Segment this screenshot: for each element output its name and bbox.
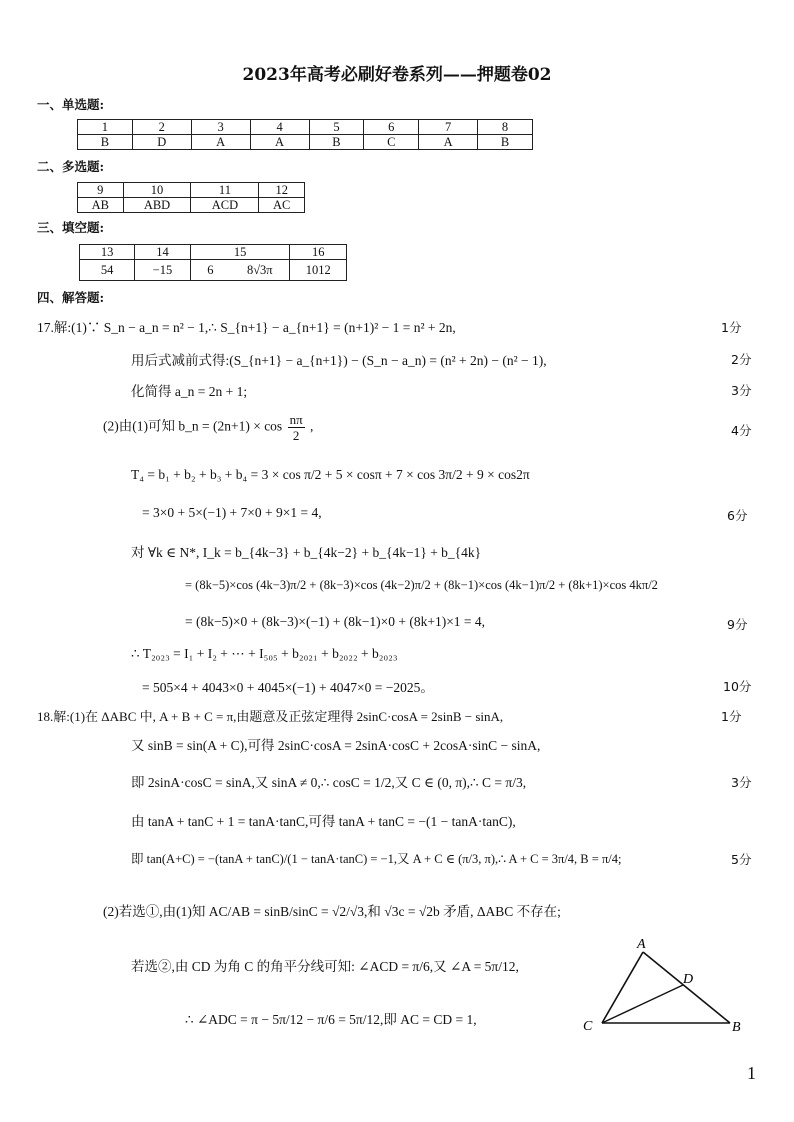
fraction-numerator: nπ xyxy=(289,412,303,427)
q17-line-1: 17.解:(1)∵ S_n − a_n = n² − 1,∴ S_{n+1} − a_{n+1} = (n+1)² − 1 = n² + 2n, xyxy=(37,320,456,335)
table-cell: 8√3π xyxy=(230,260,290,281)
table-cell: A xyxy=(250,135,309,150)
table-cell: C xyxy=(364,135,419,150)
triangle-figure xyxy=(575,932,775,1037)
table-cell: 15 xyxy=(190,245,290,260)
q17-line-6: = 3×0 + 5×(−1) + 7×0 + 9×1 = 4, xyxy=(142,505,322,520)
table-cell: 12 xyxy=(259,183,305,198)
table-cell: 1 xyxy=(78,120,133,135)
q17-line-5: T₄ = b₁ + b₂ + b₃ + b₄ = 3 × cos π/2 + 5 × cosπ + 7 × cos 3π/2 + 9 × cos2π xyxy=(131,467,530,482)
q17-line-8: = (8k−5)×cos (4k−3)π/2 + (8k−3)×cos (4k−2)π/2 + (8k−1)×cos (4k−1)π/2 + (8k+1)×cos 4kπ/2 xyxy=(185,578,658,592)
q17-line-4 xyxy=(103,412,313,443)
table-cell: AB xyxy=(78,198,124,213)
table-cell: 3 xyxy=(191,120,250,135)
fraction-denominator: 2 xyxy=(292,428,300,443)
table-cell: 6 xyxy=(190,260,230,281)
score-mark: 3分 xyxy=(731,383,752,398)
score-mark: 1分 xyxy=(721,709,742,724)
vertex-label-D: D xyxy=(683,972,694,987)
score-mark: 9分 xyxy=(727,617,748,632)
q18-line-6: (2)若选①,由(1)知 AC/AB = sinB/sinC = √2/√3,和 √3c = √2b 矛盾, ΔABC 不存在; xyxy=(103,904,561,919)
table-cell: 11 xyxy=(191,183,259,198)
table-cell: 6 xyxy=(364,120,419,135)
table-cell: 10 xyxy=(123,183,191,198)
section-solutions: 四、解答题: xyxy=(37,290,105,305)
page-number: 1 xyxy=(747,1063,756,1083)
side-AC xyxy=(602,952,643,1023)
table-cell: 1012 xyxy=(290,260,347,281)
q18-line-8: ∴ ∠ADC = π − 5π/12 − π/6 = 5π/12,即 AC = CD = 1, xyxy=(185,1012,477,1027)
score-mark: 2分 xyxy=(731,352,752,367)
side-AB xyxy=(643,952,730,1023)
fill-blank-answer-table xyxy=(79,244,347,281)
table-cell: 8 xyxy=(478,120,533,135)
table-cell: A xyxy=(191,135,250,150)
single-choice-answer-table xyxy=(77,119,533,150)
score-mark: 10分 xyxy=(723,679,752,694)
section-fill-blank: 三、填空题: xyxy=(37,220,105,235)
table-cell: 54 xyxy=(80,260,135,281)
q18-line-2: 又 sinB = sin(A + C),可得 2sinC·cosA = 2sinA·cosC + 2cosA·sinC − sinA, xyxy=(131,738,541,753)
table-cell: 9 xyxy=(78,183,124,198)
page-title: 2023年高考必刷好卷系列——押题卷02 xyxy=(242,65,552,85)
section-single-choice: 一、单选题: xyxy=(37,97,105,112)
table-cell: B xyxy=(309,135,364,150)
q17-line-11: = 505×4 + 4043×0 + 4045×(−1) + 4047×0 = −2025。 xyxy=(142,680,434,695)
multi-choice-answer-table xyxy=(77,182,305,213)
q17-line-7: 对 ∀k ∈ N*, I_k = b_{4k−3} + b_{4k−2} + b_{4k−1} + b_{4k} xyxy=(131,545,482,560)
vertex-label-C: C xyxy=(583,1019,593,1034)
table-cell: 4 xyxy=(250,120,309,135)
q17-line-10: ∴ T₂₀₂₃ = I₁ + I₂ + ⋯ + I₅₀₅ + b₂₀₂₁ + b₂₀₂₂ + b₂₀₂₃ xyxy=(131,646,398,661)
table-cell: 14 xyxy=(135,245,190,260)
bisector-CD xyxy=(602,985,683,1023)
table-cell: ACD xyxy=(191,198,259,213)
q18-line-7: 若选②,由 CD 为角 C 的角平分线可知: ∠ACD = π/6,又 ∠A = 5π/12, xyxy=(131,959,519,974)
table-cell: 16 xyxy=(290,245,347,260)
score-mark: 3分 xyxy=(731,775,752,790)
q17-line-2: 用后式减前式得:(S_{n+1} − a_{n+1}) − (S_n − a_n) = (n² + 2n) − (n² − 1), xyxy=(131,353,547,368)
section-multi-choice: 二、多选题: xyxy=(37,159,105,174)
score-mark: 5分 xyxy=(731,852,752,867)
table-cell: D xyxy=(132,135,191,150)
q18-line-4: 由 tanA + tanC + 1 = tanA·tanC,可得 tanA + tanC = −(1 − tanA·tanC), xyxy=(131,814,516,829)
q18-line-5: 即 tan(A+C) = −(tanA + tanC)/(1 − tanA·tanC) = −1,又 A + C ∈ (π/3, π),∴ A + C = 3π/4, B = π/4; xyxy=(131,852,622,866)
table-cell: −15 xyxy=(135,260,190,281)
table-cell: 5 xyxy=(309,120,364,135)
table-cell: B xyxy=(78,135,133,150)
table-cell: 13 xyxy=(80,245,135,260)
score-mark: 1分 xyxy=(721,320,742,335)
q17-line-9: = (8k−5)×0 + (8k−3)×(−1) + (8k−1)×0 + (8k+1)×1 = 4, xyxy=(185,614,486,629)
table-cell: ABD xyxy=(123,198,191,213)
vertex-label-B: B xyxy=(732,1020,741,1035)
table-cell: A xyxy=(419,135,478,150)
table-cell: AC xyxy=(259,198,305,213)
score-mark: 4分 xyxy=(731,423,752,438)
table-cell: B xyxy=(478,135,533,150)
table-cell: 7 xyxy=(419,120,478,135)
q17-part2-tail: , xyxy=(310,418,314,434)
q18-line-3: 即 2sinA·cosC = sinA,又 sinA ≠ 0,∴ cosC = 1/2,又 C ∈ (0, π),∴ C = π/3, xyxy=(131,775,527,790)
vertex-label-A: A xyxy=(637,937,646,952)
q17-part2-text: (2)由(1)可知 b_n = (2n+1) × cos xyxy=(103,418,283,434)
table-cell: 2 xyxy=(132,120,191,135)
score-mark: 6分 xyxy=(727,508,748,523)
q18-line-1: 18.解:(1)在 ΔABC 中, A + B + C = π,由题意及正弦定理得 2sinC·cosA = 2sinB − sinA, xyxy=(37,709,504,724)
fraction xyxy=(288,412,305,443)
q17-line-3: 化简得 a_n = 2n + 1; xyxy=(131,384,248,399)
